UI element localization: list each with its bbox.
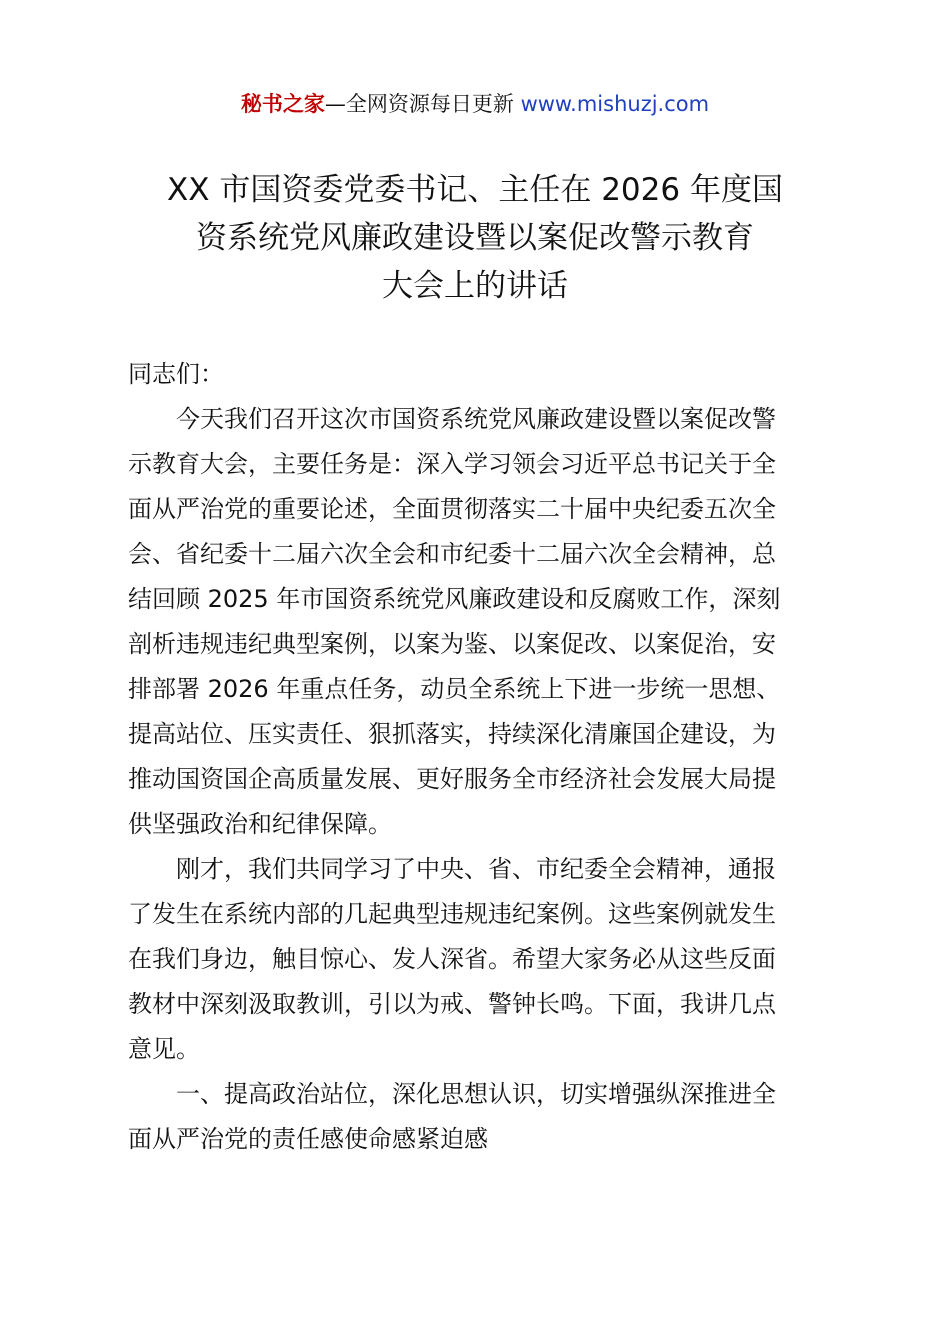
paragraph-line: 结回顾 2025 年市国资系统党风廉政建设和反腐败工作，深刻 (128, 585, 781, 613)
document-title (120, 166, 830, 310)
document-body (128, 352, 833, 1162)
paragraph-line: 推动国资国企高质量发展、更好服务全市经济社会发展大局提 (128, 765, 776, 793)
paragraph-line: 意见。 (128, 1035, 200, 1063)
heading-line: 面从严治党的责任感使命感紧迫感 (128, 1125, 488, 1153)
paragraph-line: 刚才，我们共同学习了中央、省、市纪委全会精神，通报 (176, 855, 776, 883)
site-brand: 秘书之家 (240, 92, 325, 116)
paragraph-line: 在我们身边，触目惊心、发人深省。希望大家务必从这些反面 (128, 945, 776, 973)
paragraph-line: 示教育大会，主要任务是：深入学习领会习近平总书记关于全 (128, 450, 776, 478)
paragraph-line: 面从严治党的重要论述，全面贯彻落实二十届中央纪委五次全 (128, 495, 776, 523)
title-line: 大会上的讲话 (382, 268, 568, 304)
heading-line: 一、提高政治站位，深化思想认识，切实增强纵深推进全 (176, 1080, 776, 1108)
site-url-link[interactable]: www.mishuzj.com (520, 92, 710, 116)
site-tagline: —全网资源每日更新 (324, 92, 514, 116)
paragraph-line: 提高站位、压实责任、狠抓落实，持续深化清廉国企建设，为 (128, 720, 776, 748)
title-line: 资系统党风廉政建设暨以案促改警示教育 (196, 220, 754, 256)
paragraph-2 (128, 847, 833, 1072)
paragraph-line: 今天我们召开这次市国资系统党风廉政建设暨以案促改警 (176, 405, 776, 433)
paragraph-1 (128, 397, 833, 847)
title-line: XX 市国资委党委书记、主任在 2026 年度国 (167, 172, 783, 208)
paragraph-line: 排部署 2026 年重点任务，动员全系统上下进一步统一思想、 (128, 675, 781, 703)
site-header (0, 86, 950, 122)
paragraph-line: 供坚强政治和纪律保障。 (128, 810, 392, 838)
salutation: 同志们： (128, 360, 224, 388)
section-heading-1 (128, 1072, 833, 1162)
paragraph-line: 了发生在系统内部的几起典型违规违纪案例。这些案例就发生 (128, 900, 776, 928)
paragraph-line: 教材中深刻汲取教训，引以为戒、警钟长鸣。下面，我讲几点 (128, 990, 776, 1018)
paragraph-line: 剖析违规违纪典型案例，以案为鉴、以案促改、以案促治，安 (128, 630, 776, 658)
paragraph-line: 会、省纪委十二届六次全会和市纪委十二届六次全会精神，总 (128, 540, 776, 568)
